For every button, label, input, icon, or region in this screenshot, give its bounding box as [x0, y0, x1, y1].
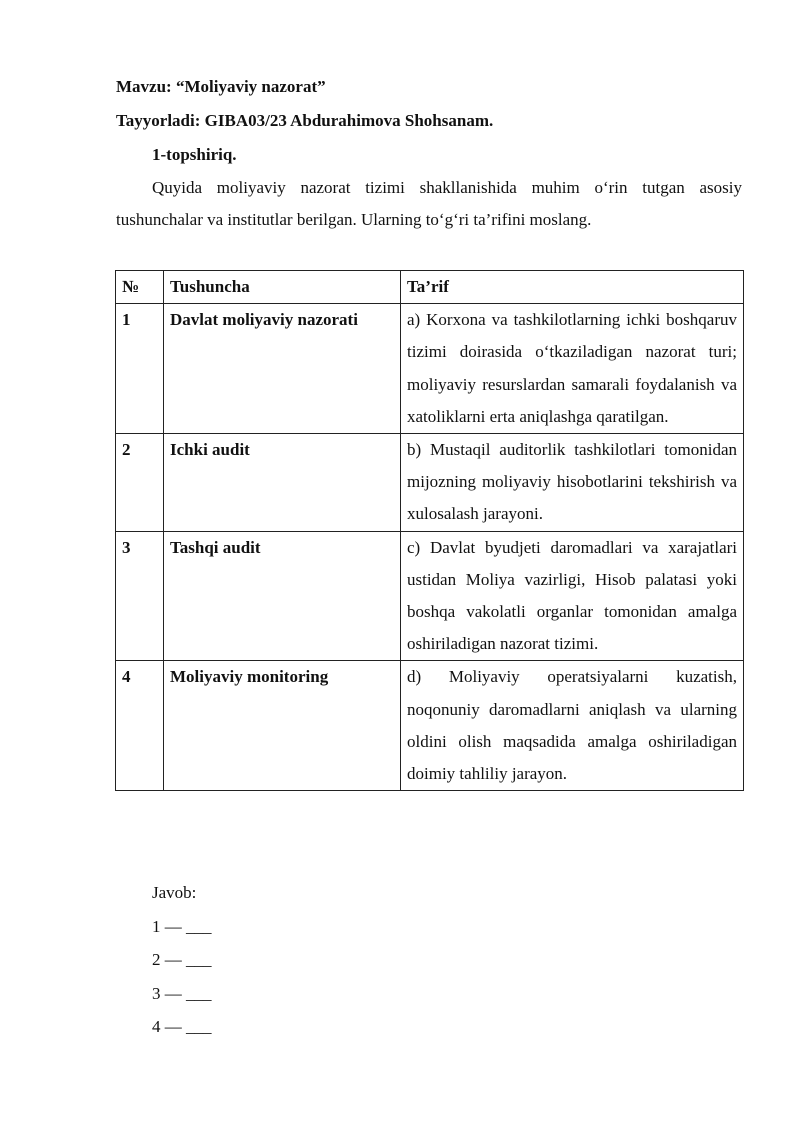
table-header-row	[116, 271, 744, 304]
answer-line-1: 1 — ___	[152, 916, 212, 936]
row-number: 2	[116, 434, 164, 532]
row-term: Davlat moliyaviy nazorati	[164, 304, 401, 434]
table-row	[116, 531, 744, 661]
author-line: Tayyorladi: GIBA03/23 Abdurahimova Shohsanam.	[116, 111, 494, 130]
instructions-paragraph: Quyida moliyaviy nazorat tizimi shakllanishida muhim o‘rin tutgan asosiy tushunchalar va institutlar berilgan. Ularning to‘g‘ri ta’rifini moslang.	[116, 178, 742, 229]
answer-label: Javob:	[152, 883, 197, 902]
answer-block	[152, 876, 212, 1044]
topic-heading: Mavzu: “Moliyaviy nazorat”	[116, 77, 326, 96]
row-definition: b) Mustaqil auditorlik tashkilotlari tomonidan mijozning moliyaviy hisobotlarini tekshirish va xulosalash jarayoni.	[401, 434, 744, 532]
row-term: Ichki audit	[164, 434, 401, 532]
header-number: №	[116, 271, 164, 304]
row-definition: a) Korxona va tashkilotlarning ichki boshqaruv tizimi doirasida o‘tkaziladigan nazorat turi; moliyaviy resurslardan samarali foydalanish va xatoliklarni erta aniqlashga qaratilgan.	[401, 304, 744, 434]
header-definition: Ta’rif	[401, 271, 744, 304]
row-number: 3	[116, 531, 164, 661]
header-term: Tushuncha	[164, 271, 401, 304]
row-definition: c) Davlat byudjeti daromadlari va xarajatlari ustidan Moliya vazirligi, Hisob palatasi yoki boshqa vakolatli organlar tomonidan amalga oshiriladigan nazorat tizimi.	[401, 531, 744, 661]
row-term: Moliyaviy monitoring	[164, 661, 401, 791]
task-title: 1-topshiriq.	[152, 145, 237, 164]
row-number: 4	[116, 661, 164, 791]
table-row	[116, 304, 744, 434]
row-number: 1	[116, 304, 164, 434]
answer-line-2: 2 — ___	[152, 950, 212, 969]
row-term: Tashqi audit	[164, 531, 401, 661]
table-row	[116, 434, 744, 532]
table-row	[116, 661, 744, 791]
answer-line-3: 3 — ___	[152, 983, 212, 1003]
row-definition: d) Moliyaviy operatsiyalarni kuzatish, noqonuniy daromadlarni aniqlash va ularning oldini olish maqsadida amalga oshiriladigan doimiy tahliliy jarayon.	[401, 661, 744, 791]
answer-line-4: 4 — ___	[152, 1017, 212, 1036]
matching-table	[115, 270, 744, 791]
